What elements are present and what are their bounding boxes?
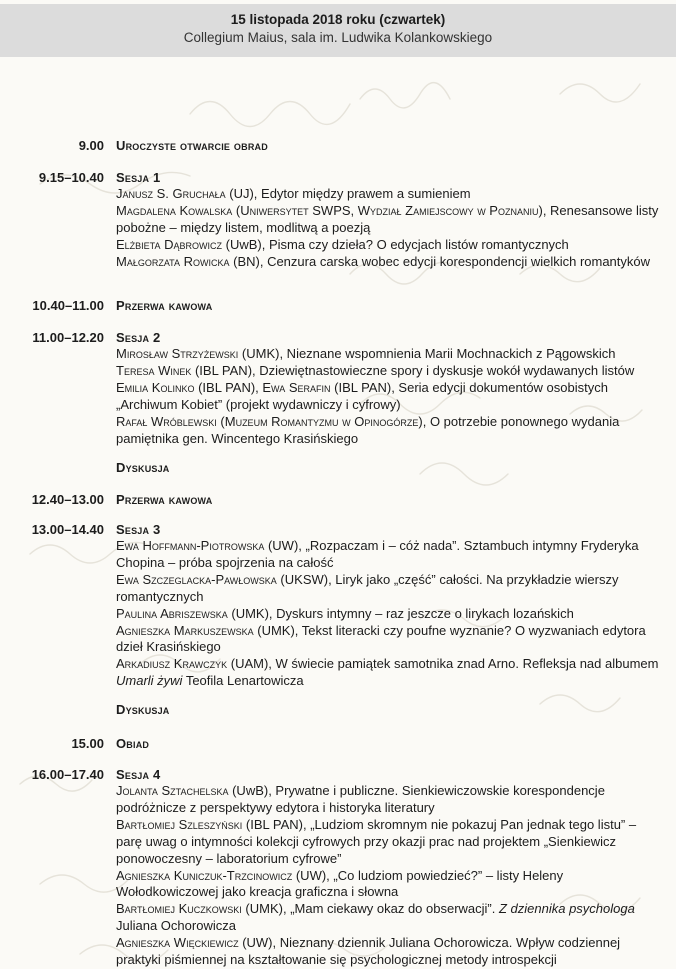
paper-title: (IBL PAN), [194,379,263,395]
date-header [0,4,676,57]
paper-author: Janusz S. Gruchała [116,186,226,201]
paper-author: Małgorzata Rowicka [116,253,230,269]
paper-entry [116,901,664,935]
paper-author: Agnieszka Kuniczuk-Trzcinowicz [116,867,293,883]
session-label: Dyskusja [116,460,170,475]
paper-title: (UW), „Rozpaczam i – cóż nada”. Sztambuch intymny Fryderyka Chopina – próba spojrzenia na całość [116,538,639,570]
paper-entry [116,254,664,271]
paper-author: Rafał Wróblewski (Muzeum Romantyzmu w Opinogórze) [116,413,423,429]
paper-title: (UwB), Pisma czy dzieła? O edycjach listów romantycznych [222,236,569,252]
session-label: Dyskusja [116,702,170,717]
paper-entry [116,656,664,690]
paper-title: Teofila Lenartowicza [182,673,304,689]
session-content [116,491,664,508]
paper-entry [116,414,664,448]
session-label: Uroczyste otwarcie obrad [116,138,268,153]
paper-title: (UKSW), Liryk jako „część” całości. Na przykładzie wierszy romantycznych [116,571,619,604]
paper-entry [116,868,664,902]
session-time: 16.00–17.40 [31,767,104,782]
session-time: 9.15–10.40 [38,170,104,185]
paper-author: Magdalena Kowalska (Uniwersytet SWPS, Wydział Zamiejscowy w Poznaniu) [116,202,543,218]
paper-italic-title: Umarli żywi [116,673,183,689]
paper-entry [116,237,664,254]
paper-author: Bartłomiej Szleszyński [116,816,243,832]
session-content [116,701,664,718]
session-time: 15.00 [71,736,104,751]
paper-entry [116,935,664,969]
paper-author: Teresa Winek [116,362,192,378]
paper-author: Agnieszka Markuszewska [116,622,254,638]
session-label: Sesja 3 [116,522,161,537]
paper-title: (UW), Nieznany dziennik Juliana Ochorowicza. Wpływ codziennej praktyki piśmiennej na kształtowanie się psychologicznej metody introspekcji [116,935,621,968]
paper-title: (UAM), W świecie pamiątek samotnika znad Arno. Refleksja nad albumem [227,656,659,672]
session-label: Obiad [116,736,150,751]
paper-author: Bartłomiej Kuczkowski [116,901,242,917]
paper-title: , O potrzebie ponownego wydania pamiętnika gen. Wincentego Krasińskiego [116,413,620,446]
paper-title: Juliana Ochorowicza [116,918,236,934]
paper-title: (UW), „Co ludziom powiedzieć?” – listy Heleny Wołodkowiczowej jako kreacja graficzna i słowna [116,867,564,900]
session-time: 11.00–12.20 [32,330,104,345]
session-label: Sesja 1 [116,170,161,185]
paper-author: Ewa Serafin [262,379,331,395]
paper-title: (UMK), „Mam ciekawy okaz do obserwacji”. [241,901,499,917]
paper-author: Paulina Abriszewska [116,605,228,621]
paper-title: (UMK), Nieznane wspomnienia Marii Mochnackich z Pągowskich [238,346,616,361]
paper-entry [116,623,664,657]
session-content [116,169,664,271]
paper-entry [116,783,664,817]
paper-entry [116,203,664,237]
paper-title: (IBL PAN), „Ludziom skromnym nie pokazuj Pan jednak tego listu” – parę uwag o intymności kolekcji cyfrowych przy okazji prac nad projektem „Sienkiewicz ponowoczesny – laboratorium cyfrowe” [116,816,637,866]
session-time: 12.40–13.00 [31,492,104,507]
session-label: Przerwa kawowa [116,492,213,507]
paper-entry [116,572,664,606]
paper-author: Ewa Szczeglacka-Pawłowska [116,571,277,587]
paper-title: (UJ), Edytor między prawem a sumieniem [225,186,471,201]
session-label: Sesja 2 [116,330,161,345]
paper-author: Agnieszka Więckiewicz [116,935,239,951]
header-date: 15 listopada 2018 roku (czwartek) [230,12,446,27]
session-time: 10.40–11.00 [32,298,104,313]
session-label: Przerwa kawowa [116,298,213,313]
paper-title: , Renesansowe listy pobożne – między listem, modlitwą a poezją [116,202,659,235]
paper-title: (BN), Cenzura carska wobec edycji korespondencji wielkich romantyków [229,253,651,269]
paper-entry [116,817,664,868]
paper-entry [116,380,664,414]
session-time: 13.00–14.40 [31,522,104,537]
paper-entry [116,186,664,203]
paper-title: (IBL PAN), Seria edycji dokumentów osobistych „Archiwum Kobiet” (projekt wydawniczy i cyfrowy) [116,379,608,412]
paper-author: Emilia Kolinko [116,379,195,395]
paper-author: Arkadiusz Krawczyk [116,656,228,672]
session-content [116,137,664,154]
paper-author: Elżbieta Dąbrowicz [116,236,223,252]
paper-title: (IBL PAN), Dziewiętnastowieczne spory i dyskusje wokół wydawanych listów [191,362,635,378]
session-content [116,329,664,447]
session-time: 9.00 [78,138,104,153]
paper-title: (UMK), Tekst literacki czy poufne wyznanie? O wyzwaniach edytora dzieł Krasińskiego [116,622,646,655]
session-content [116,735,664,752]
paper-entry [116,606,664,623]
session-label: Sesja 4 [116,767,161,782]
paper-author: Mirosław Strzyżewski [116,346,239,361]
paper-author: Ewa Hoffmann-Piotrowska [116,538,265,553]
session-content [116,521,664,690]
paper-entry [116,363,664,380]
paper-title: (UMK), Dyskurs intymny – raz jeszcze o lirykach lozańskich [227,605,574,621]
paper-title: (UwB), Prywatne i publiczne. Sienkiewiczowskie korespondencje podróżnicze z perspektywy edytora i historyka literatury [116,783,605,815]
paper-entry [116,538,664,572]
session-content [116,297,664,314]
paper-author: Jolanta Sztachelska [116,783,229,798]
paper-entry [116,346,664,363]
paper-italic-title: Z dziennika psychologa [498,901,635,917]
header-venue: Collegium Maius, sala im. Ludwika Kolankowskiego [183,30,493,45]
session-content [116,459,664,476]
session-content [116,766,664,969]
